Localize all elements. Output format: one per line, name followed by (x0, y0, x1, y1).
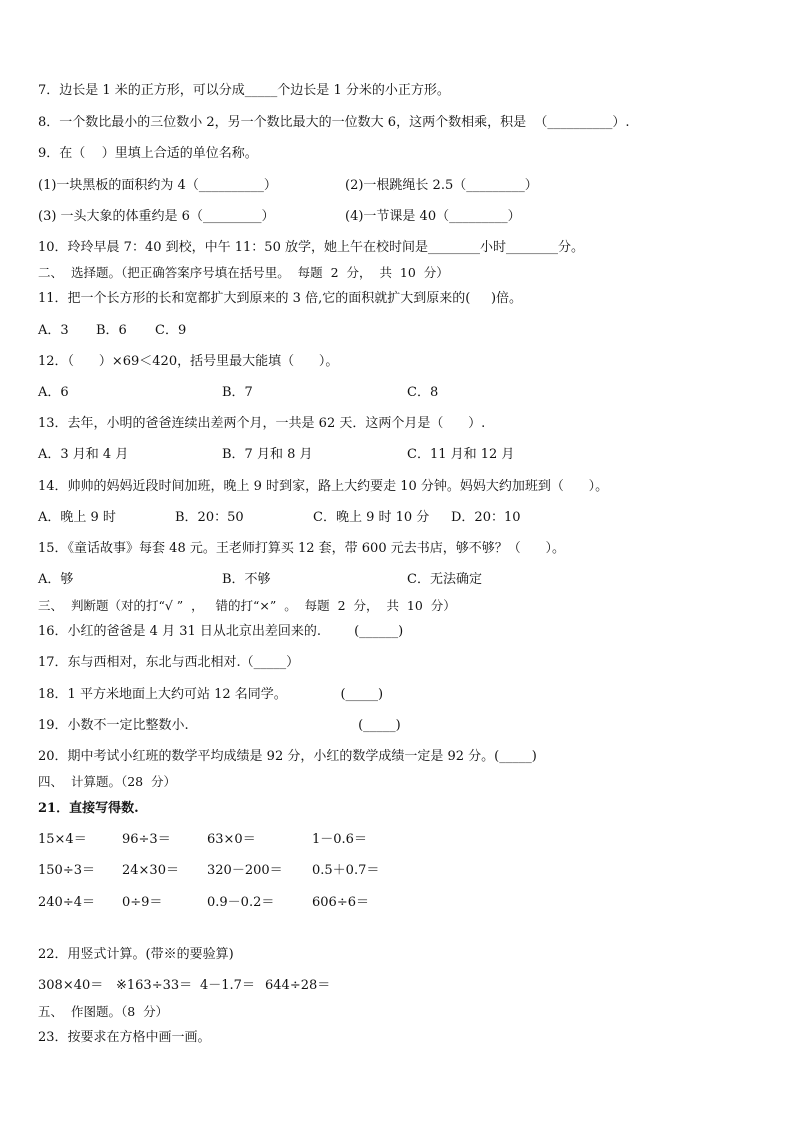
question-14-option-a: A．晚上 9 时 (38, 510, 116, 525)
question-11: 11．把一个长方形的长和宽都扩大到原来的 3 倍,它的面积就扩大到原来的( )倍。 (38, 291, 523, 306)
question-12-option-b: B．7 (222, 385, 253, 400)
question-13-option-c: C．11 月和 12 月 (407, 447, 515, 462)
vertical-calc-3: 4－1.7＝ (200, 978, 255, 993)
question-7: 7．边长是 1 米的正方形，可以分成_____个边长是 1 分米的小正方形。 (38, 83, 450, 98)
section-3-heading: 三、 判断题（对的打“√ ” ， 错的打“×” 。 每题 2 分， 共 10 分） (38, 598, 456, 613)
question-15-option-c: C．无法确定 (407, 572, 482, 587)
question-13-option-b: B．7 月和 8 月 (222, 447, 313, 462)
question-11-option-b: B．6 (96, 323, 127, 338)
calc-3-4: 606÷6＝ (312, 895, 369, 910)
question-19: 19．小数不一定比整数小. (_____) (38, 718, 401, 733)
question-23: 23．按要求在方格中画一画。 (38, 1030, 211, 1045)
calc-2-1: 150÷3＝ (38, 863, 95, 878)
question-16: 16．小红的爸爸是 4 月 31 日从北京出差回来的. (______) (38, 624, 404, 639)
question-8: 8．一个数比最小的三位数小 2，另一个数比最大的一位数大 6，这两个数相乘，积是 （__________）. (38, 115, 630, 130)
calc-1-4: 1－0.6＝ (312, 832, 367, 847)
calc-1-3: 63×0＝ (207, 832, 256, 847)
question-17: 17．东与西相对，东北与西北相对.（_____） (38, 655, 300, 670)
question-20: 20．期中考试小红班的数学平均成绩是 92 分，小红的数学成绩一定是 92 分。(_____) (38, 749, 537, 764)
calc-1-1: 15×4＝ (38, 832, 87, 847)
question-10: 10．玲玲早晨 7：40 到校，中午 11：50 放学，她上午在校时间是________小时________分。 (38, 240, 584, 255)
question-14-option-d: D．20：10 (451, 510, 521, 525)
calc-2-3: 320－200＝ (207, 863, 283, 878)
question-14: 14．帅帅的妈妈近段时间加班，晚上 9 时到家，路上大约要走 10 分钟。妈妈大约加班到（ ）。 (38, 479, 609, 494)
question-15-option-b: B．不够 (222, 572, 271, 587)
question-15-option-a: A．够 (38, 572, 74, 587)
vertical-calc-2: ※163÷33＝ (116, 978, 193, 993)
calc-3-1: 240÷4＝ (38, 895, 95, 910)
calc-3-2: 0÷9＝ (122, 895, 163, 910)
question-9-item-4: (4)一节课是 40（_________） (345, 209, 521, 224)
question-15: 15．《童话故事》每套 48 元。王老师打算买 12 套，带 600 元去书店，够不够？（ ）。 (38, 541, 566, 556)
calc-1-2: 96÷3＝ (122, 832, 171, 847)
question-22: 22．用竖式计算。(带※的要验算) (38, 947, 234, 962)
question-14-option-c: C．晚上 9 时 10 分 (313, 510, 430, 525)
question-9-item-2: (2)一根跳绳长 2.5（_________） (345, 178, 538, 193)
question-11-option-a: A．3 (38, 323, 69, 338)
calc-3-3: 0.9－0.2＝ (207, 895, 275, 910)
question-13-option-a: A．3 月和 4 月 (38, 447, 129, 462)
section-2-heading: 二、 选择题。（把正确答案序号填在括号里。 每题 2 分， 共 10 分） (38, 265, 449, 280)
question-21: 21．直接写得数. (38, 801, 139, 816)
vertical-calc-4: 644÷28＝ (265, 978, 331, 993)
vertical-calc-1: 308×40＝ (38, 978, 104, 993)
section-5-heading: 五、 作图题。（8 分） (38, 1004, 169, 1019)
question-9-item-3: (3) 一头大象的体重约是 6（_________） (38, 209, 275, 224)
question-9-item-1: (1)一块黑板的面积约为 4（__________） (38, 178, 277, 193)
question-9: 9．在（ ）里填上合适的单位名称。 (38, 146, 258, 161)
section-4-heading: 四、 计算题。（28 分） (38, 774, 177, 789)
question-18: 18．1 平方米地面上大约可站 12 名同学。 (_____) (38, 687, 384, 702)
calc-2-2: 24×30＝ (122, 863, 179, 878)
question-12: 12．（ ）×69＜420，括号里最大能填（ ）。 (38, 354, 339, 369)
question-11-option-c: C．9 (155, 323, 187, 338)
question-14-option-b: B．20：50 (175, 510, 244, 525)
question-12-option-a: A．6 (38, 385, 69, 400)
question-13: 13．去年，小明的爸爸连续出差两个月，一共是 62 天．这两个月是（ ）. (38, 416, 486, 431)
question-12-option-c: C．8 (407, 385, 439, 400)
calc-2-4: 0.5＋0.7＝ (312, 863, 380, 878)
